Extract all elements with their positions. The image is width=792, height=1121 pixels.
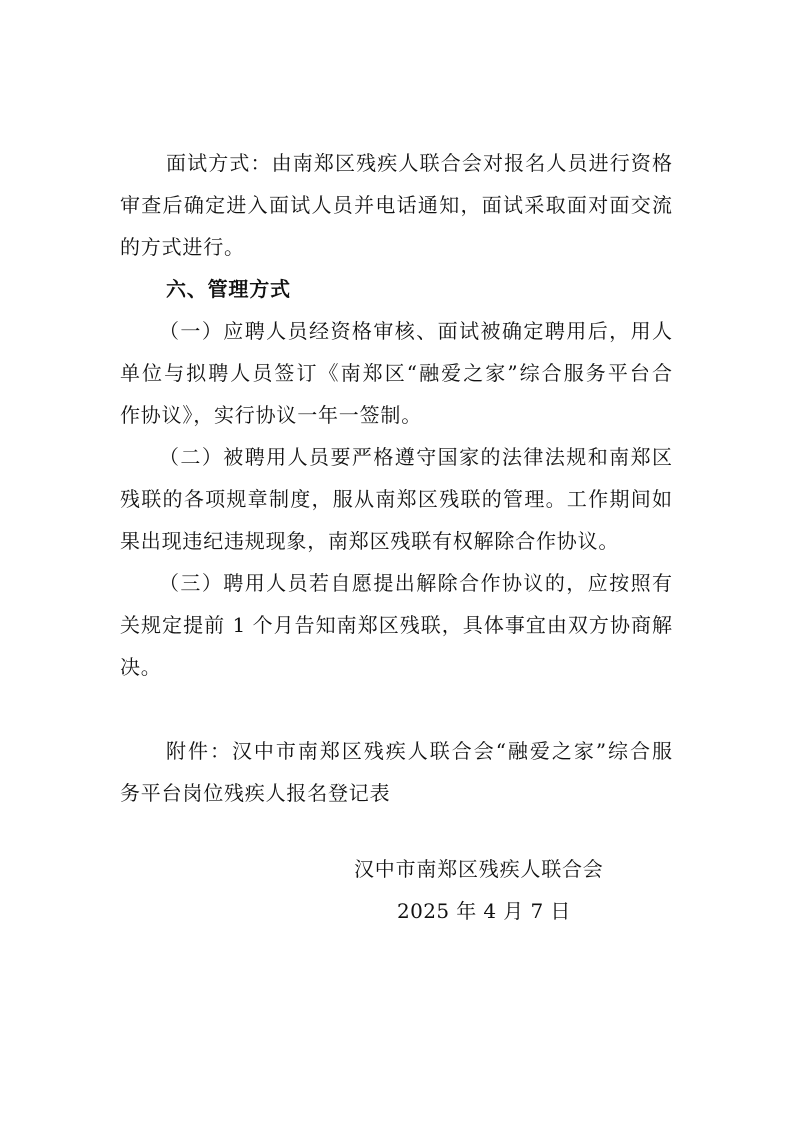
item3-line-1: （三）聘用人员若自愿提出解除合作协议的，应按照有 <box>159 571 672 595</box>
item1-line-2: 单位与拟聘人员签订《南郑区“融爱之家”综合服务平台合 <box>120 361 672 385</box>
attachment-line-1: 附件：汉中市南郑区残疾人联合会“融爱之家”综合服 <box>166 739 672 763</box>
item2-line-1: （二）被聘用人员要严格遵守国家的法律法规和南郑区 <box>159 445 672 469</box>
item2-line-2: 残联的各项规章制度，服从南郑区残联的管理。工作期间如 <box>120 487 672 511</box>
interview-line-2: 审查后确定进入面试人员并电话通知，面试采取面对面交流 <box>120 193 672 217</box>
interview-line-3: 的方式进行。 <box>120 235 245 259</box>
signature-date: 2025 年 4 月 7 日 <box>397 899 571 923</box>
item1-line-3: 作协议》，实行协议一年一签制。 <box>120 403 422 427</box>
signature-org: 汉中市南郑区残疾人联合会 <box>354 857 604 881</box>
item1-line-1: （一）应聘人员经资格审核、面试被确定聘用后，用人 <box>159 319 672 343</box>
item2-line-3: 果出现违纪违规现象，南郑区残联有权解除合作协议。 <box>120 529 620 553</box>
item3-line-3: 决。 <box>120 655 162 679</box>
section-heading: 六、管理方式 <box>166 277 291 301</box>
attachment-line-2: 务平台岗位残疾人报名登记表 <box>120 781 391 805</box>
interview-line-1: 面试方式：由南郑区残疾人联合会对报名人员进行资格 <box>166 151 672 175</box>
item3-line-2: 关规定提前 1 个月告知南郑区残联，具体事宜由双方协商解 <box>120 613 672 637</box>
